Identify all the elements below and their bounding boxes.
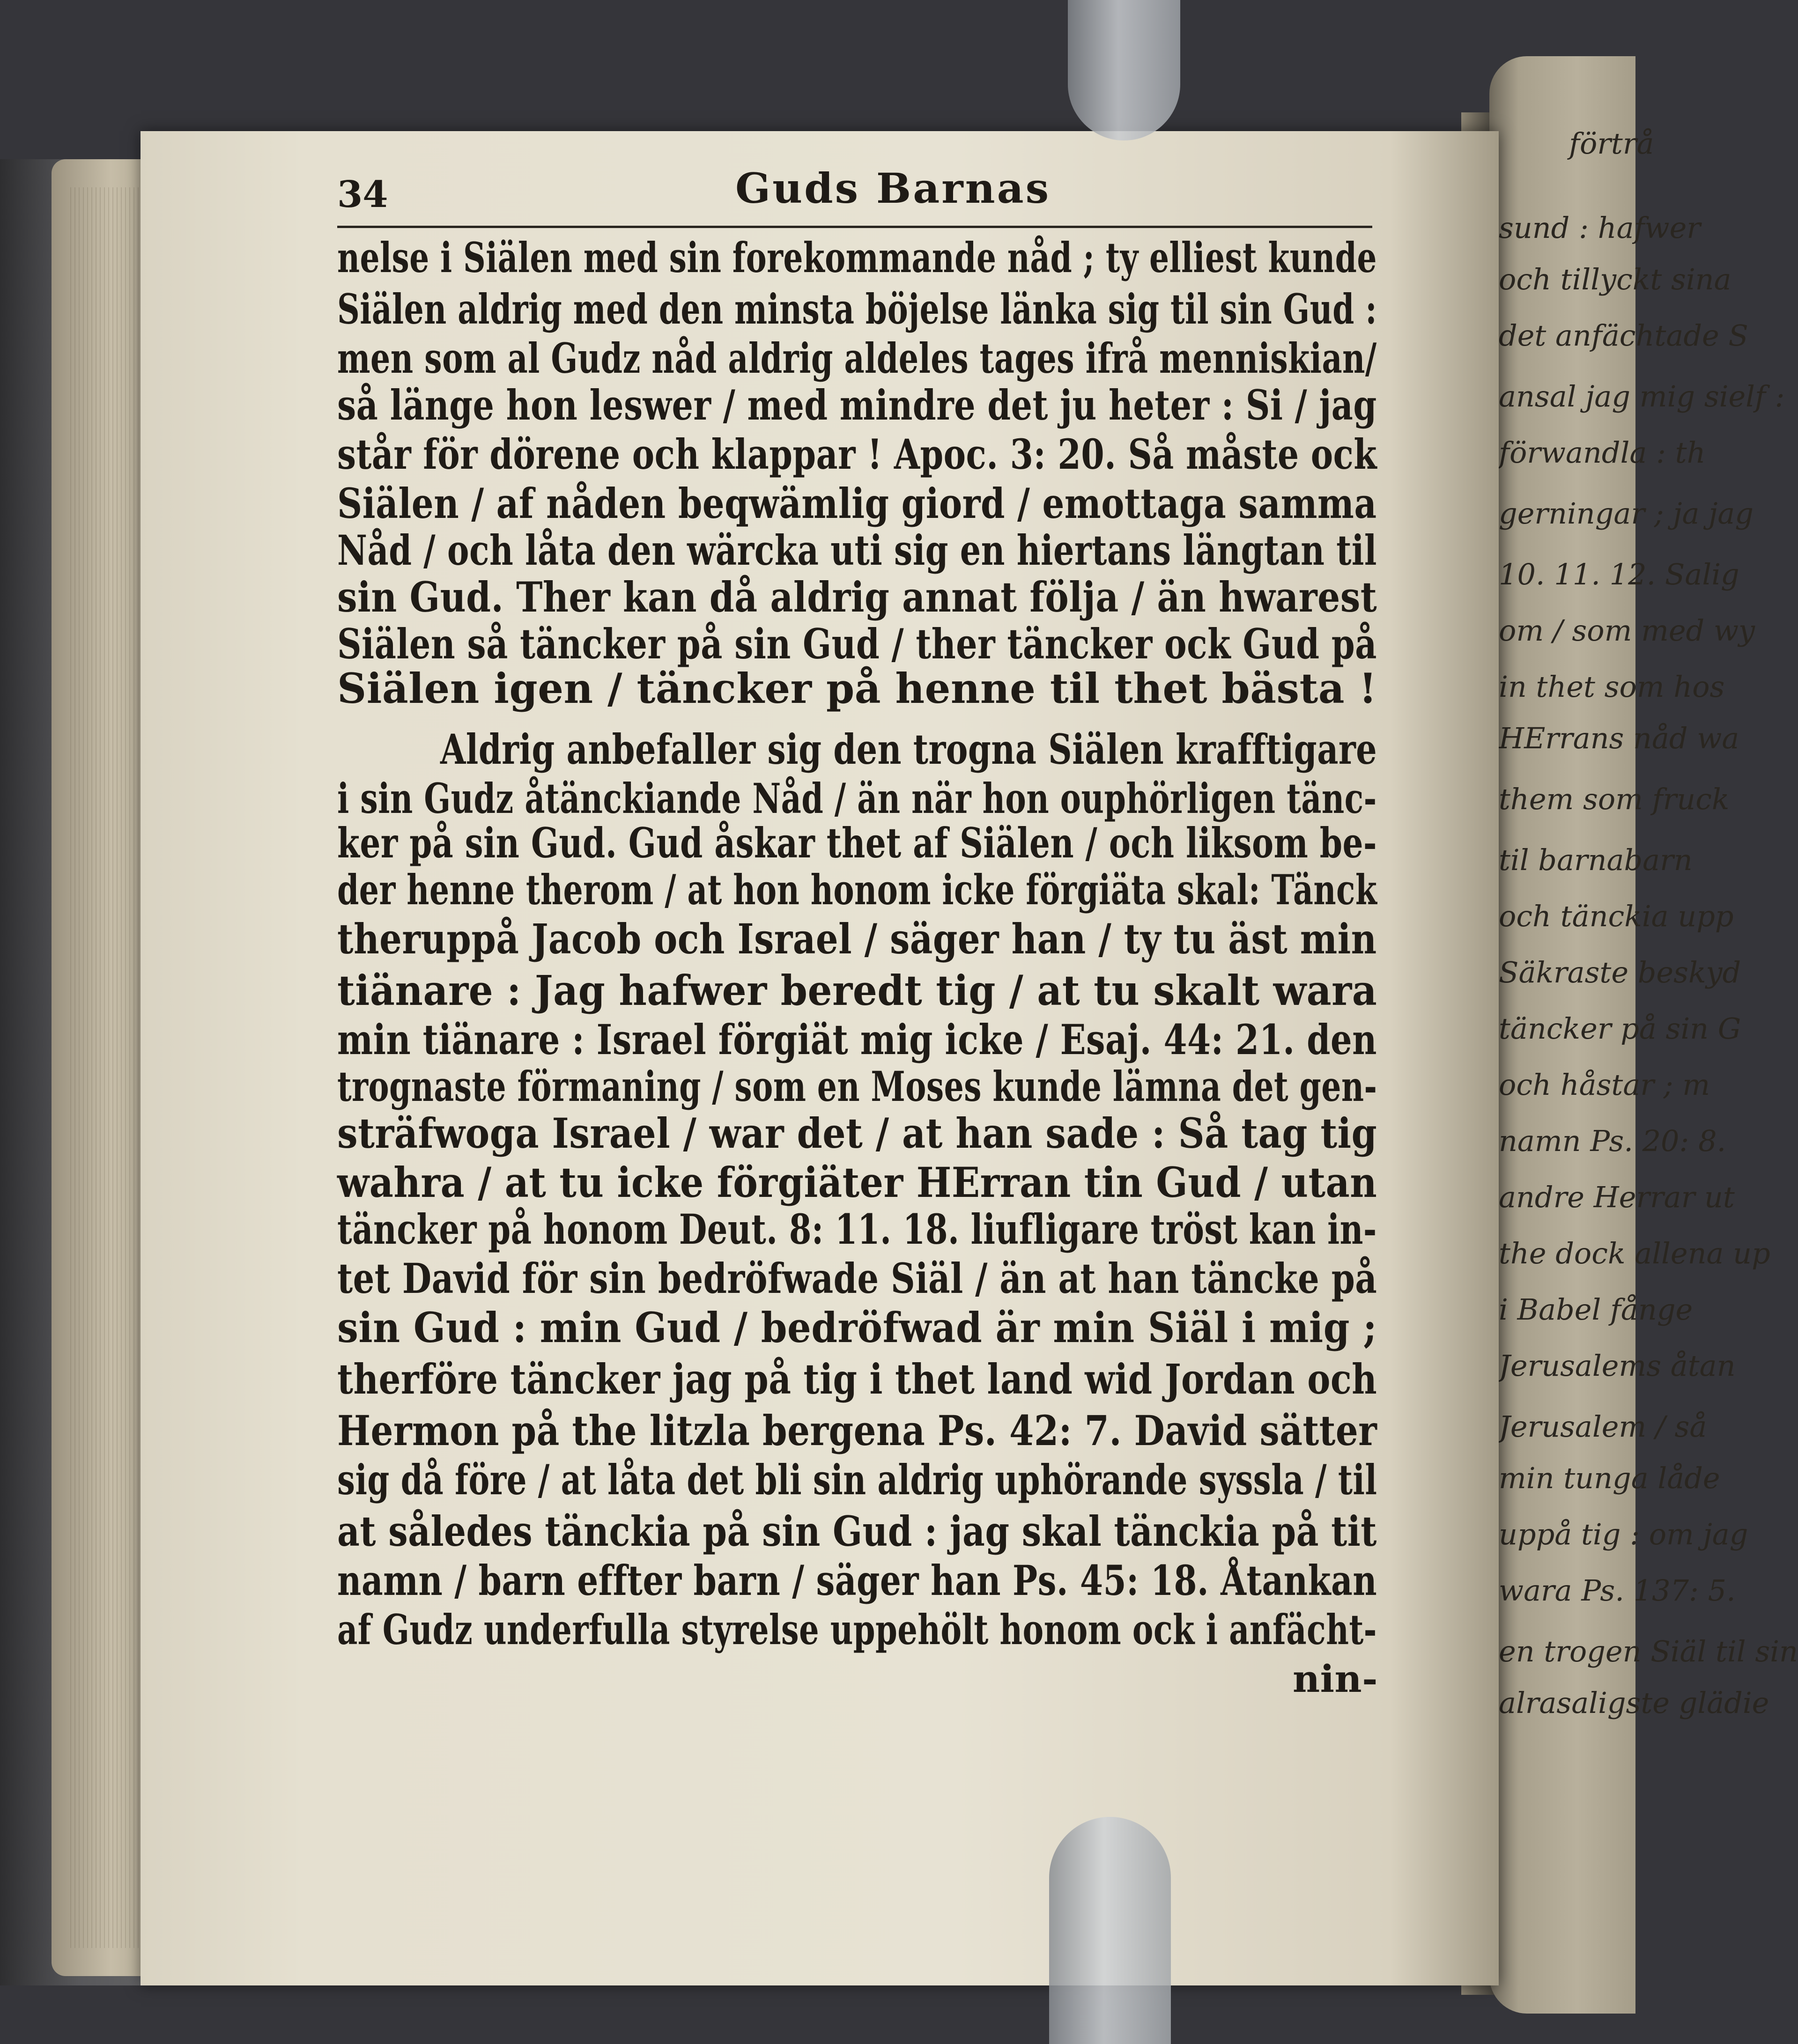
facing-line: gerningar ; ja jag <box>1499 496 1754 531</box>
text-line: trognaste förmaning / som en Moses kunde lämna det gen- <box>337 1062 1377 1111</box>
text-line: tet David för sin bedröfwade Siäl / än at han täncke på <box>337 1254 1377 1303</box>
text-line: theruppå Jacob och Israel / säger han / ty tu äst min <box>337 915 1377 963</box>
facing-line: och tillyckt sina <box>1499 262 1731 296</box>
text-line: Nåd / och låta den wärcka uti sig en hiertans längtan til <box>337 526 1377 575</box>
text-line: af Gudz underfulla styrelse uppehölt honom ock i anfächt- <box>337 1605 1377 1654</box>
facing-line: om / som med wy <box>1499 613 1755 648</box>
page-clip-top <box>1068 0 1180 140</box>
facing-line: in thet som hos <box>1499 670 1725 704</box>
facing-line: och tänckia upp <box>1499 899 1734 933</box>
text-line: i sin Gudz åtänckiande Nåd / än när hon ouphörligen tänc- <box>337 774 1377 823</box>
text-line: står för dörene och klappar ! Apoc. 3: 20. Så måste ock <box>337 430 1377 479</box>
text-line: täncker på honom Deut. 8: 11. 18. liufligare tröst kan in- <box>337 1205 1377 1254</box>
text-line: Hermon på the litzla bergena Ps. 42: 7. David sätter <box>337 1406 1377 1455</box>
facing-line: til barnabarn <box>1499 843 1693 877</box>
facing-line: namn Ps. 20: 8. <box>1499 1124 1726 1158</box>
text-line: så länge hon leswer / med mindre det ju heter : Si / jag <box>337 381 1377 429</box>
facing-line: Säkraste beskyd <box>1499 955 1741 989</box>
facing-line: i Babel fånge <box>1499 1292 1693 1327</box>
facing-line: Jerusalem / så <box>1499 1409 1707 1444</box>
text-line: Siälen igen / täncker på henne til thet bästa ! <box>337 664 1377 713</box>
text-line: sin Gud : min Gud / bedröfwad är min Siäl i mig ; <box>337 1303 1377 1352</box>
facing-line: the dock allena up <box>1499 1236 1770 1270</box>
facing-line: och håstar ; m <box>1499 1068 1710 1102</box>
text-line: therföre täncker jag på tig i thet land wid Jordan och <box>337 1355 1377 1403</box>
facing-line: täncker på sin G <box>1499 1011 1741 1046</box>
facing-line: min tunga låde <box>1499 1461 1720 1495</box>
facing-line: alrasaligste glädie <box>1499 1686 1769 1720</box>
text-line: Aldrig anbefaller sig den trogna Siälen krafftigare <box>440 725 1377 774</box>
facing-line: en trogen Siäl til sin <box>1499 1634 1798 1668</box>
facing-line: ansal jag mig sielf : <box>1499 379 1785 413</box>
text-line: men som al Gudz nåd aldrig aldeles tages ifrå menniskian/ <box>337 334 1377 383</box>
text-line: Siälen så täncker på sin Gud / ther täncker ock Gud på <box>337 620 1377 668</box>
text-line: sig då före / at låta det bli sin aldrig uphörande syssla / til <box>337 1455 1377 1504</box>
facing-line: sund : hafwer <box>1499 211 1701 245</box>
header-rule <box>337 226 1372 228</box>
facing-line: Jerusalems åtan <box>1499 1349 1736 1383</box>
facing-line: det anfächtade S <box>1499 318 1748 353</box>
text-line: tiänare : Jag hafwer beredt tig / at tu skalt wara <box>337 966 1377 1015</box>
facing-line: andre Herrar ut <box>1499 1180 1735 1214</box>
text-line: wahra / at tu icke förgiäter HErran tin Gud / utan <box>337 1158 1377 1207</box>
page-number: 34 <box>337 173 388 216</box>
running-head: Guds Barnas <box>735 164 1051 213</box>
text-line: sträfwoga Israel / war det / at han sade : Så tag tig <box>337 1109 1377 1158</box>
text-line: sin Gud. Ther kan då aldrig annat följa / än hwarest <box>337 573 1377 621</box>
text-line: Siälen aldrig med den minsta böjelse länka sig til sin Gud : <box>337 285 1377 333</box>
text-line: min tiänare : Israel förgiät mig icke / Esaj. 44: 21. den <box>337 1015 1377 1064</box>
facing-line: förwandla : th <box>1499 435 1706 470</box>
text-line: namn / barn effter barn / säger han Ps. 45: 18. Åtankan <box>337 1556 1377 1605</box>
catchword: nin- <box>1293 1657 1378 1701</box>
page-clip-bottom <box>1049 1817 1171 2044</box>
facing-line: HErrans nåd wa <box>1499 721 1739 755</box>
text-line: der henne therom / at hon honom icke förgiäta skal: Tänck <box>337 865 1377 914</box>
facing-line: förtrå <box>1569 126 1654 161</box>
facing-line: uppå tig : om jag <box>1499 1517 1748 1551</box>
text-line: at således tänckia på sin Gud : jag skal tänckia på tit <box>337 1507 1377 1556</box>
facing-line: wara Ps. 137: 5. <box>1499 1573 1736 1608</box>
text-line: nelse i Siälen med sin forekommande nåd ; ty elliest kunde <box>337 233 1377 282</box>
facing-line: 10. 11. 12. Salig <box>1499 557 1739 591</box>
text-line: ker på sin Gud. Gud åskar thet af Siälen / och liksom be- <box>337 819 1377 867</box>
text-line: Siälen / af nåden beqwämlig giord / emottaga samma <box>337 479 1377 528</box>
page-header <box>337 164 1386 220</box>
facing-line: them som fruck <box>1499 782 1730 816</box>
